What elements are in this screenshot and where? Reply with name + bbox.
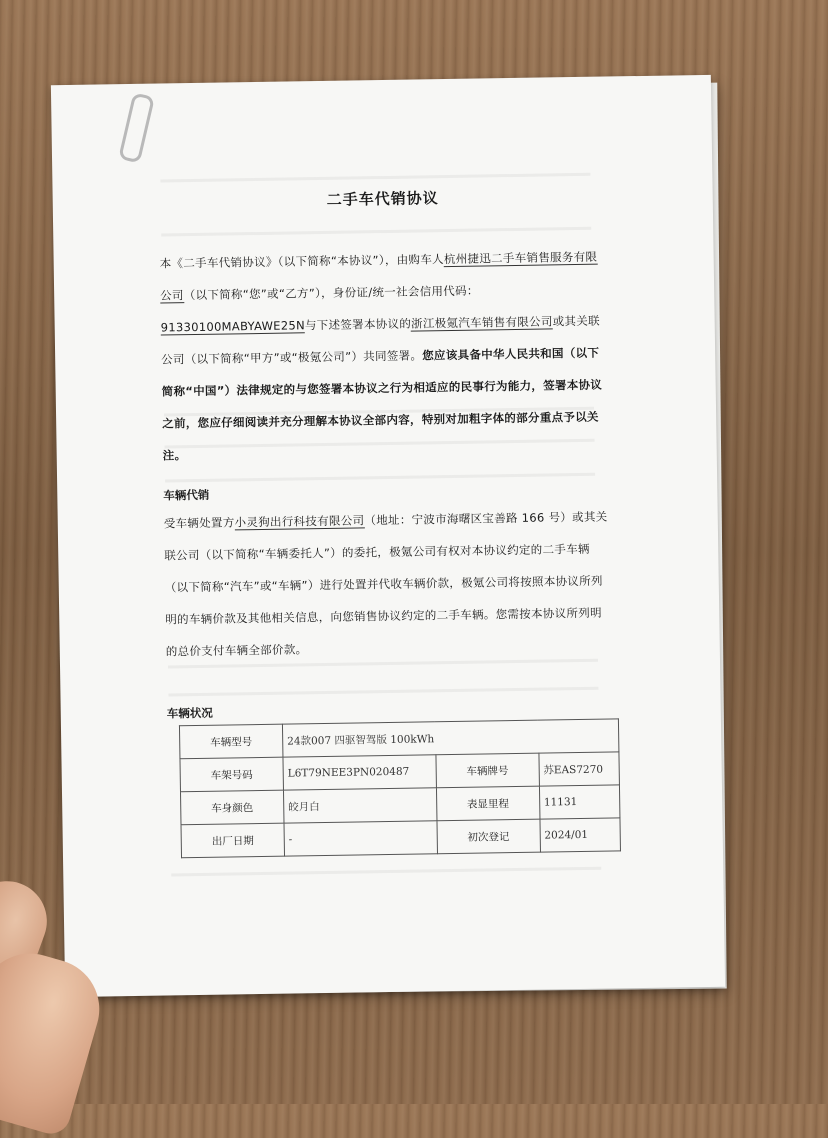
table-row — [181, 818, 620, 858]
credit-code: 91330100MABYAWE25N — [160, 318, 306, 335]
label-reg-date: 初次登记 — [437, 819, 541, 854]
vehicle-status-table — [179, 718, 621, 858]
value-mileage: 11131 — [539, 785, 620, 819]
show-through-text — [160, 173, 590, 183]
section-heading-consignment: 车辆代销 — [163, 487, 210, 503]
show-through-text — [168, 687, 598, 697]
show-through-text — [165, 473, 595, 483]
label-vin: 车架号码 — [180, 757, 284, 792]
value-mfg-date: - — [284, 821, 437, 856]
label-plate: 车辆牌号 — [436, 753, 540, 788]
label-color: 车身颜色 — [180, 790, 284, 825]
value-color: 皎月白 — [283, 788, 436, 823]
value-vin: L6T79NEE3PN020487 — [283, 755, 436, 790]
value-model: 24款007 四驱智驾版 100kWh — [282, 719, 618, 757]
label-mileage: 表显里程 — [436, 786, 540, 821]
intro-paragraph: 本《二手车代销协议》（以下简称“本协议”），由购车人杭州捷迅二手车销售服务有限公司（以下简称“您”或“乙方”），身份证/统一社会信用代码：91330100MABYAWE25N与下述签署本协议的浙江极氪汽车销售有限公司或其关联公司（以下简称“甲方”或“极氪公司”）共同签署。您应该具备中华人民共和国（以下简称“中国”）法律规定的与您签署本协议之行为相适应的民事行为能力，签署本协议之前，您应仔细阅读并充分理解本协议全部内容，特别对加粗字体的部分重点予以关注。 — [159, 249, 603, 463]
section-heading-vehicle-status: 车辆状况 — [166, 705, 213, 721]
consignment-paragraph: 受车辆处置方小灵狗出行科技有限公司（地址：宁波市海曙区宝善路 166 号）或其关联公司（以下简称“车辆委托人”）的委托，极氪公司有权对本协议约定的二手车辆（以下简称“汽车”或“车辆”）进行处置并代收车辆价款，极氪公司将按照本协议所列明的车辆价款及其他相关信息，向您销售协议约定的二手车辆。您需按本协议所列明的总价支付车辆全部价款。 — [163, 509, 608, 659]
buyer-name: 杭州捷迅二手车销售服务有限公司 — [160, 249, 598, 303]
label-model: 车辆型号 — [179, 724, 283, 759]
show-through-text — [171, 867, 601, 877]
value-plate: 苏EAS7270 — [539, 752, 620, 786]
seller-company: 浙江极氪汽车销售有限公司 — [410, 314, 553, 331]
bold-notice: 您应该具备中华人民共和国（以下简称“中国”）法律规定的与您签署本协议之行为相适应的民事行为能力，签署本协议之前，您应仔细阅读并充分理解本协议全部内容，特别对加粗字体的部分重点予以关注。 — [161, 345, 603, 463]
value-reg-date: 2024/01 — [540, 818, 621, 852]
consignor-name: 小灵狗出行科技有限公司 — [234, 513, 365, 530]
show-through-text — [161, 227, 591, 237]
document-title: 二手车代销协议 — [326, 189, 439, 209]
label-mfg-date: 出厂日期 — [181, 823, 285, 858]
paperclip-icon — [118, 92, 155, 163]
contract-page — [51, 75, 725, 997]
